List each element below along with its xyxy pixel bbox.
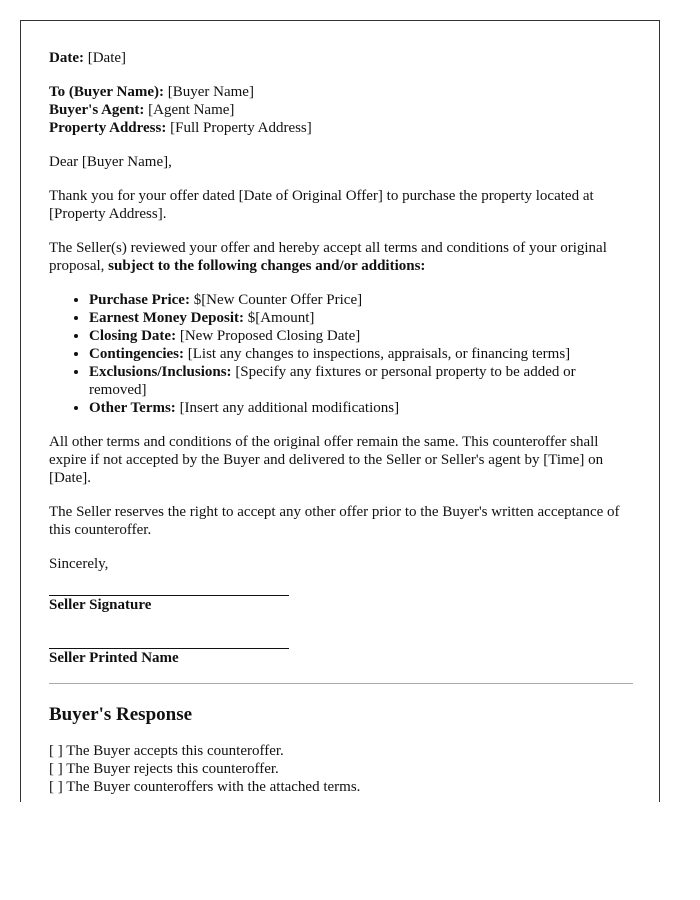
recipient-block <box>49 83 635 137</box>
term-value: [Specify any fixtures or personal property to be added or removed] <box>89 364 576 398</box>
response-option-accept: [ ] The Buyer accepts this counteroffer. <box>49 743 284 759</box>
term-label: Closing Date: <box>89 328 177 344</box>
closing: Sincerely, <box>49 556 109 572</box>
printed-name-space <box>49 614 635 648</box>
address-line <box>49 119 635 137</box>
list-item <box>89 327 635 345</box>
seller-signature-label: Seller Signature <box>49 597 152 613</box>
term-value: $[New Counter Offer Price] <box>193 292 363 308</box>
term-label: Other Terms: <box>89 400 176 416</box>
term-value: [List any changes to inspections, appraisals, or financing terms] <box>187 346 571 362</box>
buyer-response-heading: Buyer's Response <box>49 704 193 725</box>
expiry-paragraph: All other terms and conditions of the original offer remain the same. This counteroffer shall expire if not accepted by the Buyer and delivered to the Seller or Seller's agent by [Time] on [Date]. <box>49 434 604 486</box>
reservation-paragraph: The Seller reserves the right to accept any other offer prior to the Buyer's written acceptance of this counteroffer. <box>49 504 620 538</box>
to-value: [Buyer Name] <box>167 84 254 100</box>
term-label: Purchase Price: <box>89 292 190 308</box>
letter-content <box>49 49 635 796</box>
response-option-reject: [ ] The Buyer rejects this counteroffer. <box>49 761 279 777</box>
term-label: Contingencies: <box>89 346 184 362</box>
to-line <box>49 83 635 101</box>
term-label: Exclusions/Inclusions: <box>89 364 232 380</box>
list-item <box>89 309 635 327</box>
term-label: Earnest Money Deposit: <box>89 310 244 326</box>
acceptance-paragraph <box>49 239 635 275</box>
section-divider <box>49 683 633 684</box>
list-item <box>89 399 635 417</box>
term-value: [Insert any additional modifications] <box>179 400 400 416</box>
term-value: $[Amount] <box>247 310 315 326</box>
term-value: [New Proposed Closing Date] <box>179 328 361 344</box>
intro-paragraph: Thank you for your offer dated [Date of Original Offer] to purchase the property located at [Property Address]. <box>49 188 594 222</box>
seller-printed-name-label: Seller Printed Name <box>49 650 179 666</box>
list-item <box>89 345 635 363</box>
agent-line <box>49 101 635 119</box>
salutation: Dear [Buyer Name], <box>49 154 172 170</box>
document-page <box>20 20 660 802</box>
address-value: [Full Property Address] <box>170 120 312 136</box>
agent-value: [Agent Name] <box>148 102 235 118</box>
acceptance-bold-text: subject to the following changes and/or additions: <box>108 258 426 274</box>
terms-list <box>49 291 635 417</box>
acceptance-text: The Seller(s) reviewed your offer and hereby accept all terms and conditions of your original proposal, <box>49 240 607 274</box>
date-line <box>49 49 635 67</box>
buyer-response-options <box>49 742 635 796</box>
list-item <box>89 291 635 309</box>
signature-space <box>49 573 635 595</box>
agent-label: Buyer's Agent: <box>49 102 145 118</box>
response-option-counter: [ ] The Buyer counteroffers with the attached terms. <box>49 779 361 795</box>
list-item <box>89 363 635 399</box>
date-value: [Date] <box>87 50 127 66</box>
to-label: To (Buyer Name): <box>49 84 164 100</box>
address-label: Property Address: <box>49 120 167 136</box>
date-label: Date: <box>49 50 84 66</box>
